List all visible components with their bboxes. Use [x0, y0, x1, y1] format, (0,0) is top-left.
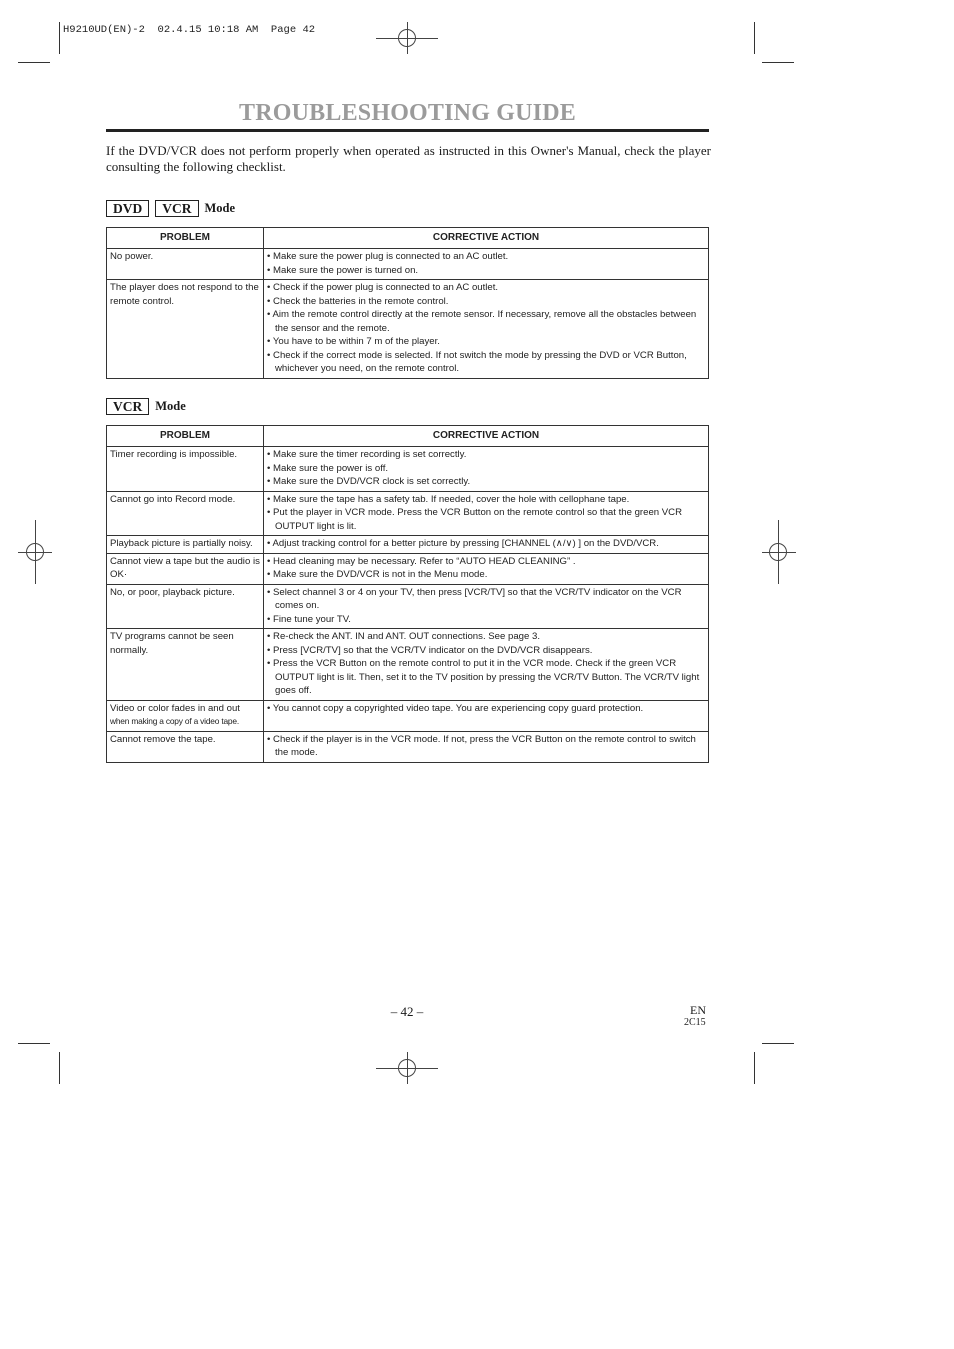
vcr-mode-badge: VCR	[106, 398, 149, 415]
section-vcr-mode-heading	[106, 398, 186, 415]
action-item	[266, 264, 706, 278]
title-rule	[106, 129, 709, 132]
intro-paragraph: If the DVD/VCR does not perform properly when operated as instructed in this Owner's Manual, check the player consulting the following checklist.	[106, 143, 711, 174]
bullet-icon: •	[267, 507, 274, 518]
bullet-icon: •	[267, 555, 274, 567]
crop-mark	[59, 1052, 60, 1084]
crop-mark	[18, 62, 50, 63]
bullet-icon: •	[267, 586, 274, 598]
action-text: Make sure the power plug is connected to an AC outlet.	[273, 251, 509, 262]
page-number: – 42 –	[390, 1004, 424, 1019]
action-text: You cannot copy a copyrighted video tape. You are experiencing copy guard protection.	[272, 702, 644, 714]
print-slug: H9210UD(EN)-2 02.4.15 10:18 AM Page 42	[63, 24, 316, 36]
bullet-icon: •	[267, 702, 273, 714]
bullet-icon: •	[267, 658, 274, 669]
action-item	[266, 537, 706, 551]
bullet-icon: •	[267, 631, 274, 642]
corrective-action-cell	[264, 629, 709, 701]
problem-cell	[107, 629, 264, 701]
action-item	[266, 586, 706, 613]
problem-cell	[107, 249, 264, 280]
table-row	[107, 280, 709, 379]
section-dvd-vcr-mode-heading	[106, 200, 235, 217]
action-item	[266, 308, 706, 335]
problem-text: Cannot remove the tape.	[110, 733, 216, 745]
action-item	[266, 568, 706, 582]
problem-cell	[107, 491, 264, 536]
action-text: Make sure the power is turned on.	[273, 264, 419, 276]
corrective-action-cell	[264, 700, 709, 731]
action-item	[266, 555, 706, 569]
vcr-troubleshooting-table	[106, 425, 709, 763]
action-text: Check if the correct mode is selected. If not switch the mode by pressing the DVD or VCR Button, whichever you need, on the remote control.	[273, 349, 687, 374]
language-code: EN	[690, 1003, 706, 1017]
bullet-icon: •	[267, 251, 274, 262]
corrective-action-column-header: CORRECTIVE ACTION	[264, 426, 709, 447]
action-item	[266, 335, 706, 349]
table-row	[107, 447, 709, 492]
bullet-icon: •	[267, 476, 274, 487]
crop-mark	[762, 62, 794, 63]
table-row	[107, 629, 709, 701]
problem-column-header: PROBLEM	[107, 426, 264, 447]
problem-text: Playback picture is partially noisy.	[110, 538, 253, 549]
action-text: Check the batteries in the remote control.	[273, 295, 449, 307]
action-item	[266, 475, 706, 489]
action-item	[266, 295, 706, 309]
action-item	[266, 281, 706, 295]
bullet-icon: •	[267, 733, 274, 745]
bullet-icon: •	[267, 462, 274, 474]
action-text: Head cleaning may be necessary. Refer to “AUTO HEAD CLEANING” .	[273, 555, 576, 567]
table-header-row	[107, 426, 709, 447]
problem-cell	[107, 447, 264, 492]
document-code: 2C15	[684, 1017, 706, 1028]
problem-text: Timer recording is impossible.	[110, 449, 238, 460]
dvd-vcr-troubleshooting-table	[106, 227, 709, 379]
action-text: Check if the power plug is connected to an AC outlet.	[273, 282, 499, 293]
bullet-icon: •	[267, 613, 274, 625]
bullet-icon: •	[267, 336, 273, 347]
corrective-action-cell	[264, 553, 709, 584]
action-text: Fine tune your TV.	[273, 613, 351, 625]
problem-cell	[107, 584, 264, 629]
action-item	[266, 462, 706, 476]
corrective-action-cell	[264, 249, 709, 280]
bullet-icon: •	[267, 538, 273, 549]
action-text: Adjust tracking control for a better picture by pressing [CHANNEL (∧/∨) ] on the DVD/VCR.	[272, 538, 659, 549]
action-text: Make sure the tape has a safety tab. If needed, cover the hole with cellophane tape.	[273, 493, 630, 505]
action-text: Select channel 3 or 4 on your TV, then press [VCR/TV] so that the VCR/TV indicator on the VCR comes on.	[273, 586, 682, 611]
bullet-icon: •	[267, 644, 274, 656]
problem-text: Cannot go into Record mode.	[110, 493, 236, 505]
action-text: Make sure the DVD/VCR clock is set correctly.	[273, 476, 471, 487]
crop-mark	[762, 1043, 794, 1044]
action-item	[266, 493, 706, 507]
problem-cell	[107, 280, 264, 379]
action-item	[266, 702, 706, 716]
vcr-mode-badge: VCR	[155, 200, 198, 217]
action-text: Press [VCR/TV] so that the VCR/TV indicator on the DVD/VCR disappears.	[273, 644, 593, 656]
table-header-row	[107, 228, 709, 249]
table-row	[107, 700, 709, 731]
bullet-icon: •	[267, 309, 273, 320]
table-row	[107, 536, 709, 554]
mode-label: Mode	[155, 399, 186, 413]
crop-mark	[754, 22, 755, 54]
action-text: Make sure the power is off.	[273, 462, 389, 474]
corrective-action-cell	[264, 731, 709, 762]
action-text: Make sure the DVD/VCR is not in the Menu mode.	[273, 569, 488, 580]
action-text: Re-check the ANT. IN and ANT. OUT connections. See page 3.	[273, 631, 541, 642]
crop-mark	[18, 1043, 50, 1044]
corrective-action-cell	[264, 447, 709, 492]
page-title: TROUBLESHOOTING GUIDE	[239, 100, 576, 126]
corrective-action-cell	[264, 280, 709, 379]
corrective-action-cell	[264, 536, 709, 554]
action-text: You have to be within 7 m of the player.	[272, 336, 440, 347]
problem-text: No power.	[110, 251, 154, 262]
action-text: Check if the player is in the VCR mode. If not, press the VCR Button on the remote control to switch the mode.	[273, 733, 696, 758]
problem-cell	[107, 536, 264, 554]
action-text: Press the VCR Button on the remote control to put it in the VCR mode. Check if the green VCR OUTPUT light is lit. Then, set it to the TV position by pressing the VCR/TV Button. The VCR/TV light goes off.	[273, 658, 700, 696]
bullet-icon: •	[267, 349, 274, 361]
bullet-icon: •	[267, 295, 274, 307]
action-item	[266, 448, 706, 462]
action-text: Make sure the timer recording is set correctly.	[273, 449, 467, 460]
problem-column-header: PROBLEM	[107, 228, 264, 249]
action-item	[266, 657, 706, 698]
corrective-action-cell	[264, 584, 709, 629]
action-item	[266, 644, 706, 658]
problem-cell	[107, 700, 264, 731]
table-row	[107, 584, 709, 629]
problem-text: Cannot view a tape but the audio is OK·	[110, 555, 260, 580]
bullet-icon: •	[267, 282, 274, 293]
bullet-icon: •	[267, 493, 274, 505]
problem-text: The player does not respond to the remote control.	[110, 282, 259, 307]
table-row	[107, 553, 709, 584]
action-item	[266, 250, 706, 264]
table-row	[107, 249, 709, 280]
problem-cell	[107, 553, 264, 584]
action-text: Put the player in VCR mode. Press the VCR Button on the remote control so that the green VCR OUTPUT light is lit.	[273, 507, 683, 532]
dvd-mode-badge: DVD	[106, 200, 149, 217]
crop-mark	[754, 1052, 755, 1084]
problem-text: TV programs cannot be seen normally.	[110, 631, 234, 656]
action-item	[266, 506, 706, 533]
problem-text: Video or color fades in and out	[110, 702, 240, 714]
corrective-action-column-header: CORRECTIVE ACTION	[264, 228, 709, 249]
bullet-icon: •	[267, 264, 274, 276]
action-item	[266, 733, 706, 760]
table-row	[107, 491, 709, 536]
table-row	[107, 731, 709, 762]
action-text: Aim the remote control directly at the remote sensor. If necessary, remove all the obstacles between the sensor and the remote.	[272, 309, 697, 334]
action-item	[266, 630, 706, 644]
crop-mark	[59, 22, 60, 54]
problem-note: when making a copy of a video tape.	[110, 716, 239, 726]
mode-label: Mode	[204, 201, 236, 215]
problem-text: No, or poor, playback picture.	[110, 586, 235, 598]
bullet-icon: •	[267, 569, 274, 580]
bullet-icon: •	[267, 449, 274, 460]
action-item	[266, 349, 706, 376]
problem-cell	[107, 731, 264, 762]
action-item	[266, 613, 706, 627]
corrective-action-cell	[264, 491, 709, 536]
